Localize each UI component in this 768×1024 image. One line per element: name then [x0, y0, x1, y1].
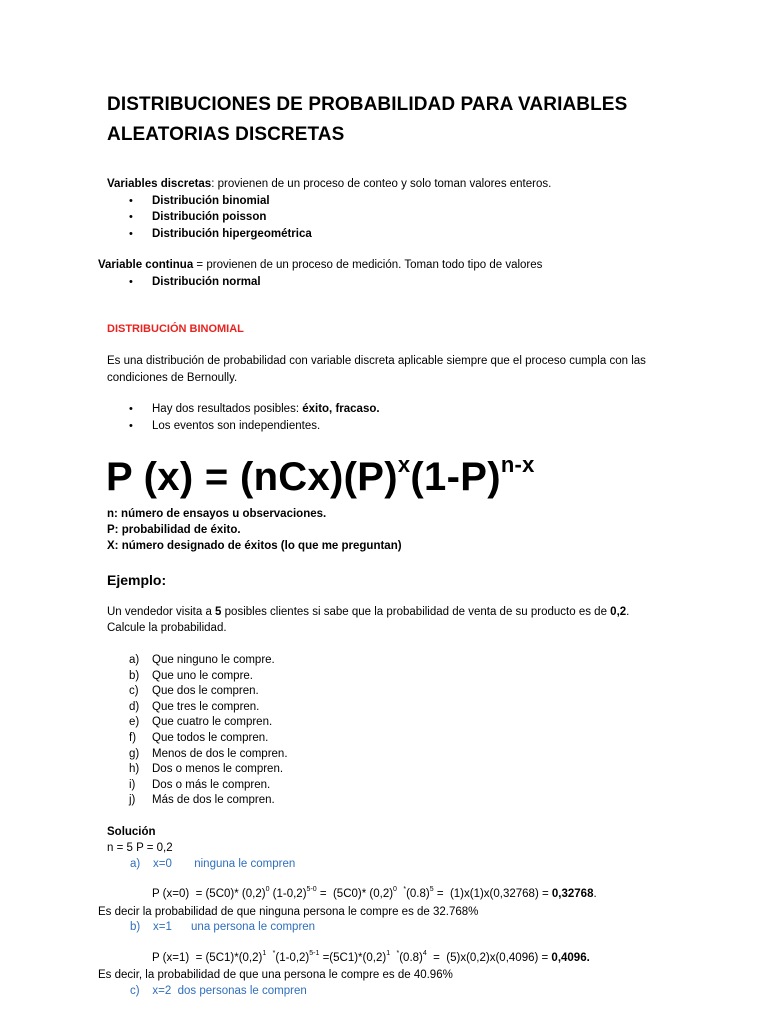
list-item-letter: a) [129, 654, 140, 666]
calc-exponent: 0 [265, 886, 270, 893]
discretas-label: Variables discretas [107, 178, 212, 190]
calc-result: 0,4096. [551, 952, 590, 964]
discretas-text: : provienen de un proceso de conteo y solo toman valores enteros. [211, 178, 552, 190]
calc-exponent: * [396, 950, 400, 957]
list-item-letter: c) [129, 685, 139, 698]
calc-exponent: 1 [386, 950, 391, 957]
bullet-icon: • [129, 228, 133, 240]
ejemplo-text: . [626, 606, 630, 618]
solucion-b-calc [152, 952, 590, 964]
solucion-b-result: Es decir, la probabilidad de que una persona le compre es de 40.96% [98, 969, 453, 981]
list-item-text: Menos de dos le compren. [152, 747, 288, 760]
formula-complement: (1-P) [410, 455, 501, 499]
calc-exponent: 5-1 [309, 950, 320, 957]
ejemplo-text: Un vendedor visita a [107, 606, 216, 618]
formula-exponent-n-x: n-x [500, 451, 535, 477]
calc-exponent: 0 [393, 886, 397, 893]
continua-text: = provienen de un proceso de medición. Toman todo tipo de valores [193, 259, 543, 271]
formula-def-x: X: número designado de éxitos (lo que me preguntan) [107, 540, 402, 552]
solucion-a-result: Es decir la probabilidad de que ninguna persona le compre es de 32.768% [98, 906, 479, 918]
binomial-bullet-1 [152, 403, 380, 415]
formula-exponent-x: x [397, 451, 411, 477]
bullet-icon: • [129, 195, 133, 207]
calc-text: P (x=0) = (5C0)* (0,2) [152, 888, 266, 900]
formula-def-n: n: número de ensayos u observaciones. [107, 508, 327, 520]
list-item-letter: j) [129, 794, 136, 807]
calc-text: P (x=1) = (5C1)*(0,2) [152, 952, 263, 964]
list-item-letter: h) [129, 763, 140, 776]
binomial-bullet-1-text: Hay dos resultados posibles: [152, 403, 303, 415]
list-item-text: Dos o más le compren. [152, 778, 271, 791]
ejemplo-statement-line2: Calcule la probabilidad. [107, 622, 227, 634]
calc-text: =(5C1)*(0,2) [319, 952, 387, 964]
bullet-icon: • [129, 420, 133, 432]
page-title-line2: ALEATORIAS DISCRETAS [107, 124, 345, 145]
solucion-c-label: c) x=2 dos personas le compren [130, 985, 307, 997]
list-item-letter: g) [129, 747, 140, 760]
ejemplo-statement-line1 [107, 606, 629, 618]
list-item-text: Que tres le compren. [152, 700, 260, 713]
bullet-icon: • [129, 403, 133, 415]
calc-text: (1-0,2) [269, 888, 307, 900]
calc-exponent: 5-0 [306, 886, 317, 893]
continua-paragraph [98, 259, 542, 271]
bullet-icon: • [129, 276, 133, 288]
solucion-heading: Solución [107, 826, 156, 838]
solucion-a-label: a) x=0 ninguna le compren [130, 858, 296, 870]
solucion-b-label: b) x=1 una persona le compren [130, 921, 316, 933]
formula-def-p: P: probabilidad de éxito. [107, 524, 241, 536]
list-item-letter: b) [129, 669, 140, 682]
ejemplo-probabilidad: 0,2 [610, 606, 627, 618]
discretas-paragraph [107, 178, 551, 190]
calc-text: (0.8) [399, 952, 423, 964]
calc-text [266, 952, 272, 964]
list-item-text: Que ninguno le compre. [152, 654, 275, 666]
calc-result: 0,32768 [551, 888, 594, 900]
binomial-desc-line1: Es una distribución de probabilidad con variable discreta aplicable siempre que el proceso cumpla con las [107, 355, 646, 367]
binomial-formula [106, 451, 535, 500]
binomial-bullet-2: Los eventos son independientes. [152, 420, 321, 432]
binomial-bullet-1-bold: éxito, fracaso. [302, 403, 380, 415]
calc-text: = (1)x(1)x(0,32768) = [433, 888, 552, 900]
ejemplo-text: posibles clientes si sabe que la probabilidad de venta de su producto es de [221, 606, 611, 618]
page-title-line1: DISTRIBUCIONES DE PROBABILIDAD PARA VARIABLES [107, 94, 628, 115]
ejemplo-heading: Ejemplo: [107, 572, 167, 588]
list-item-text: Más de dos le compren. [152, 794, 275, 807]
list-item-text: Que dos le compren. [152, 685, 259, 698]
calc-exponent: * [272, 950, 276, 957]
discretas-item: Distribución hipergeométrica [152, 228, 312, 240]
calc-text: (0.8) [406, 888, 430, 900]
calc-text: . [593, 888, 597, 900]
list-item-text: Que todos le compren. [152, 732, 269, 744]
list-item-letter: i) [129, 778, 136, 791]
calc-exponent: * [403, 886, 407, 893]
list-item-letter: e) [129, 716, 140, 729]
calc-exponent: 1 [262, 950, 267, 957]
list-item-text: Dos o menos le compren. [152, 763, 284, 776]
list-item-letter: f) [129, 732, 137, 744]
calc-text: = (5)x(0,2)x(0,4096) = [426, 952, 552, 964]
binomial-heading: DISTRIBUCIÓN BINOMIAL [107, 323, 244, 335]
discretas-item: Distribución binomial [152, 195, 270, 207]
solucion-a-calc [152, 888, 597, 900]
list-item-letter: d) [129, 700, 140, 713]
discretas-item: Distribución poisson [152, 211, 267, 223]
calc-exponent: 5 [429, 886, 434, 893]
calc-text: = (5C0)* (0,2) [316, 888, 394, 900]
list-item-text: Que uno le compre. [152, 669, 254, 682]
ejemplo-clientes: 5 [215, 606, 222, 618]
bullet-icon: • [129, 211, 133, 223]
list-item-text: Que cuatro le compren. [152, 716, 273, 729]
calc-text: (1-0,2) [275, 952, 310, 964]
continua-item: Distribución normal [152, 276, 261, 288]
formula-main: P (x) = (nCx)(P) [106, 455, 398, 499]
solucion-params: n = 5 P = 0,2 [107, 842, 173, 854]
calc-exponent: 4 [422, 950, 427, 957]
continua-label: Variable continua [98, 259, 194, 271]
binomial-desc-line2: condiciones de Bernoully. [107, 372, 238, 384]
